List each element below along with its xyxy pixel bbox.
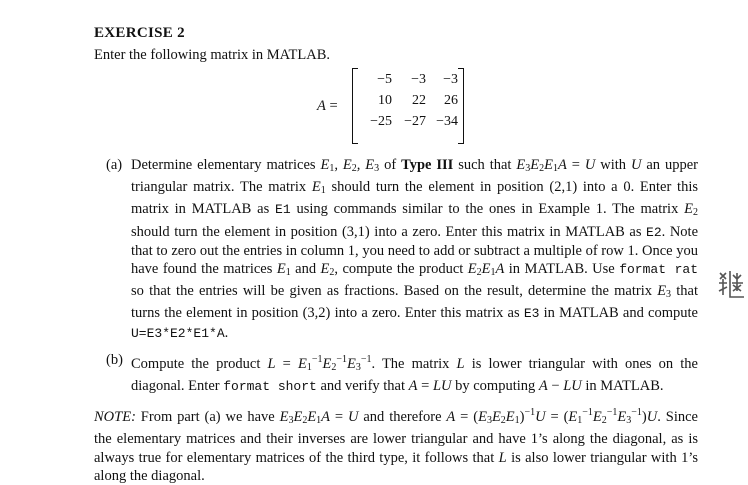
code-u: U=E3*E2*E1*A <box>131 325 225 341</box>
exercise-intro: Enter the following matrix in MATLAB. <box>94 47 330 63</box>
matrix-cell: 10 <box>378 93 392 108</box>
exercise-page <box>94 24 698 485</box>
part-b-label: (b) <box>106 351 123 368</box>
matrix-cell: −3 <box>443 72 458 87</box>
part-b-text: Compute the product $L = E_1^{-1}E_2^{-1}E_3^{-1}$. The matrix L is lower triangular with ones on the diagonal. Enter format short and verify that A = LU by computing A − LU in MATLAB. <box>131 353 698 395</box>
note-lead: NOTE: <box>94 409 136 426</box>
matrix-cell: 22 <box>412 93 426 108</box>
code-e1: E1 <box>275 202 291 218</box>
matrix-entries <box>358 71 458 130</box>
code-format-rat: format rat <box>619 262 699 278</box>
type-label: Type III <box>401 157 454 173</box>
matrix-cell: −25 <box>370 114 392 129</box>
matrix-a <box>352 68 464 142</box>
matrix-cell: −3 <box>411 72 426 87</box>
matrix-cell: −34 <box>436 114 458 129</box>
matrix-cell: −27 <box>404 114 426 129</box>
code-format-short: format short <box>223 379 317 395</box>
right-bracket <box>458 68 464 144</box>
part-a-label: (a) <box>106 157 123 173</box>
matrix-display <box>94 68 698 148</box>
part-a <box>94 156 698 343</box>
exercise-title: EXERCISE 2 <box>94 25 185 41</box>
matrix-cell: −5 <box>377 72 392 87</box>
code-e3: E3 <box>523 306 540 322</box>
note-paragraph: NOTE: From part (a) we have $E_3E_2E_1A = U$ and therefore $A = (E_3E_2E_1)^{-1}U = (E_1^{-1}E_2^{-1}E_3^{-1})U$. Since the elementary matrices and their inverses are lower triangular and have 1’s along the diagonal, as is always true for elementary matrices of the third type, it follows that L is also lower triangular with 1’s along the diagonal. <box>94 407 698 484</box>
watermark-glyph-icon <box>716 265 746 315</box>
matrix-lhs: A = <box>317 98 338 114</box>
matrix-cell: 26 <box>444 93 458 108</box>
part-a-text: Determine elementary matrices $E_1$, $E_2$, $E_3$ of Type III such that $E_3E_2E_1A = U$ with U an upper triangular matrix. The matrix $E_1$ should turn the element in position (2,1) into a 0. Enter this matrix in MATLAB as E1 using commands similar to the ones in Example 1. The matrix $E_2$ should turn the element in position (3,1) into a zero. Enter this matrix in MATLAB as E2. Note that to zero out the entries in column 1, you need to add or subtract a multiple of row 1. Once you have found the matrices $E_1$ and $E_2$, compute the product $E_2E_1A$ in MATLAB. Use format rat so that the entries will be given as fractions. Based on the result, determine the matrix $E_3$ that turns the element in position (3,2) into a zero. Enter this matrix as E3 in MATLAB and compute U=E3*E2*E1*A. <box>131 157 699 341</box>
code-e2: E2 <box>646 224 662 240</box>
part-b <box>94 351 698 396</box>
